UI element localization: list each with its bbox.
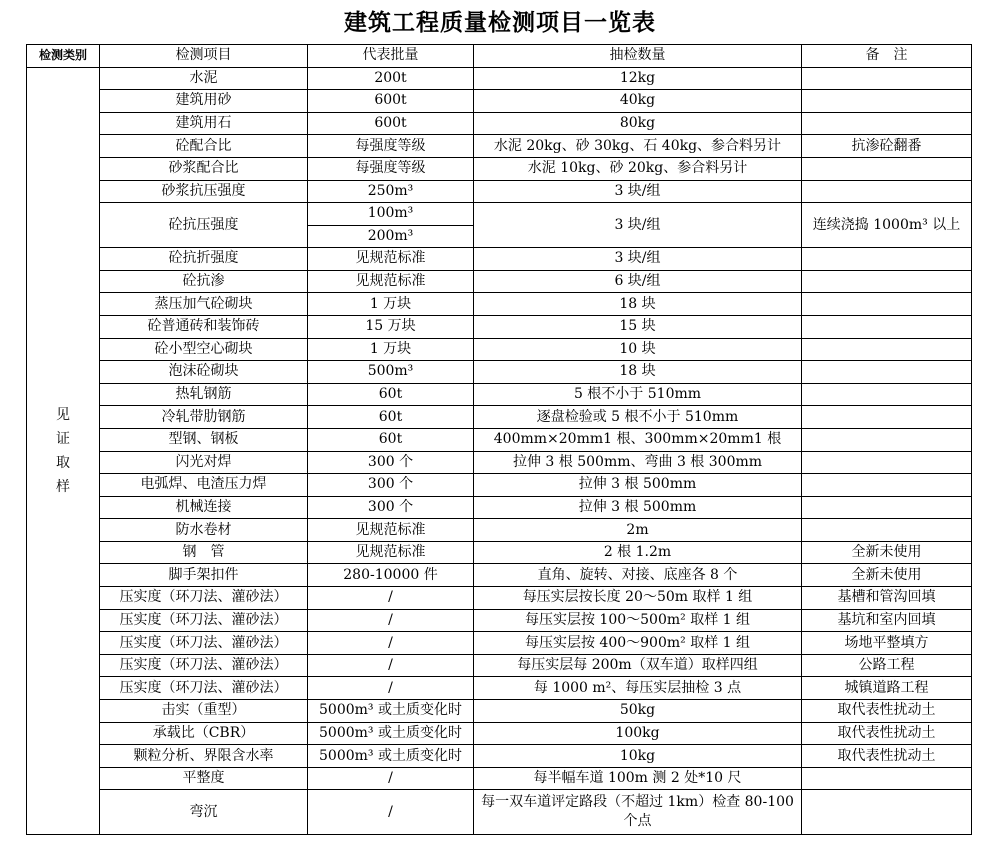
item-cell: 机械连接 xyxy=(100,496,308,519)
table-row xyxy=(27,541,972,564)
table-row xyxy=(27,587,972,610)
remark-cell xyxy=(802,248,972,271)
table-row xyxy=(27,157,972,180)
table-body xyxy=(27,67,972,835)
batch-cell: 5000m³ 或土质变化时 xyxy=(308,745,474,768)
batch-cell: 1 万块 xyxy=(308,293,474,316)
remark-cell: 取代表性扰动土 xyxy=(802,700,972,723)
item-cell: 水泥 xyxy=(100,67,308,90)
batch-cell: 每强度等级 xyxy=(308,135,474,158)
remark-cell xyxy=(802,67,972,90)
remark-cell: 城镇道路工程 xyxy=(802,677,972,700)
quantity-cell: 每压实层按长度 20～50m 取样 1 组 xyxy=(474,587,802,610)
table-row xyxy=(27,428,972,451)
batch-cell: 250m³ xyxy=(308,180,474,203)
quantity-cell: 拉伸 3 根 500mm xyxy=(474,496,802,519)
quantity-cell: 逐盘检验或 5 根不小于 510mm xyxy=(474,406,802,429)
header-category: 检测类别 xyxy=(27,45,100,68)
category-char: 取 xyxy=(56,455,70,471)
batch-cell: 200m³ xyxy=(308,225,474,248)
remark-cell: 基坑和室内回填 xyxy=(802,609,972,632)
batch-cell: 60t xyxy=(308,428,474,451)
table-row xyxy=(27,338,972,361)
table-row xyxy=(27,90,972,113)
quantity-cell: 2m xyxy=(474,519,802,542)
table-row xyxy=(27,383,972,406)
quantity-cell: 12kg xyxy=(474,67,802,90)
header-item: 检测项目 xyxy=(100,45,308,68)
quantity-cell: 400mm×20mm1 根、300mm×20mm1 根 xyxy=(474,428,802,451)
item-cell: 压实度（环刀法、灌砂法） xyxy=(100,609,308,632)
item-cell: 泡沫砼砌块 xyxy=(100,361,308,384)
quantity-cell: 50kg xyxy=(474,700,802,723)
remark-cell: 取代表性扰动土 xyxy=(802,745,972,768)
batch-cell: / xyxy=(308,654,474,677)
category-char: 证 xyxy=(56,431,70,447)
batch-cell: / xyxy=(308,632,474,655)
item-cell: 砼抗渗 xyxy=(100,270,308,293)
batch-cell: 280-10000 件 xyxy=(308,564,474,587)
remark-cell xyxy=(802,383,972,406)
table-row xyxy=(27,180,972,203)
remark-cell xyxy=(802,790,972,835)
quantity-cell: 直角、旋转、对接、底座各 8 个 xyxy=(474,564,802,587)
remark-cell: 全新未使用 xyxy=(802,541,972,564)
remark-cell xyxy=(802,270,972,293)
remark-cell xyxy=(802,293,972,316)
category-char: 见 xyxy=(56,407,70,423)
category-cell xyxy=(27,67,100,835)
remark-cell: 抗渗砼翻番 xyxy=(802,135,972,158)
table-row xyxy=(27,293,972,316)
batch-cell: / xyxy=(308,677,474,700)
batch-cell: 见规范标准 xyxy=(308,541,474,564)
header-remark: 备 注 xyxy=(802,45,972,68)
table-row xyxy=(27,474,972,497)
remark-cell xyxy=(802,767,972,790)
batch-cell: / xyxy=(308,790,474,835)
batch-cell: 500m³ xyxy=(308,361,474,384)
quantity-cell: 3 块/组 xyxy=(474,203,802,248)
table-row xyxy=(27,745,972,768)
table-row xyxy=(27,496,972,519)
table-row xyxy=(27,564,972,587)
remark-cell xyxy=(802,406,972,429)
quantity-cell: 5 根不小于 510mm xyxy=(474,383,802,406)
quantity-cell: 18 块 xyxy=(474,293,802,316)
item-cell: 颗粒分析、界限含水率 xyxy=(100,745,308,768)
table-row xyxy=(27,135,972,158)
item-cell: 蒸压加气砼砌块 xyxy=(100,293,308,316)
item-cell: 电弧焊、电渣压力焊 xyxy=(100,474,308,497)
item-cell: 砂浆配合比 xyxy=(100,157,308,180)
batch-cell: 60t xyxy=(308,383,474,406)
quantity-cell: 3 块/组 xyxy=(474,248,802,271)
remark-cell: 取代表性扰动土 xyxy=(802,722,972,745)
table-row xyxy=(27,203,972,226)
batch-cell: 600t xyxy=(308,112,474,135)
header-row xyxy=(27,45,972,68)
item-cell: 承载比（CBR） xyxy=(100,722,308,745)
table-row xyxy=(27,270,972,293)
quantity-cell: 每半幅车道 100m 测 2 处*10 尺 xyxy=(474,767,802,790)
item-cell: 脚手架扣件 xyxy=(100,564,308,587)
table-row xyxy=(27,361,972,384)
quantity-cell: 10 块 xyxy=(474,338,802,361)
batch-cell: 见规范标准 xyxy=(308,519,474,542)
quantity-cell: 100kg xyxy=(474,722,802,745)
batch-cell: 1 万块 xyxy=(308,338,474,361)
batch-cell: 600t xyxy=(308,90,474,113)
remark-cell xyxy=(802,338,972,361)
table-row xyxy=(27,451,972,474)
remark-cell xyxy=(802,474,972,497)
item-cell: 冷轧带肋钢筋 xyxy=(100,406,308,429)
batch-cell: 60t xyxy=(308,406,474,429)
quantity-cell: 水泥 20kg、砂 30kg、石 40kg、参合料另计 xyxy=(474,135,802,158)
quantity-cell: 6 块/组 xyxy=(474,270,802,293)
remark-cell xyxy=(802,112,972,135)
quantity-cell: 拉伸 3 根 500mm xyxy=(474,474,802,497)
table-row xyxy=(27,677,972,700)
remark-cell: 场地平整填方 xyxy=(802,632,972,655)
quantity-cell: 15 块 xyxy=(474,315,802,338)
quantity-cell: 每 1000 m²、每压实层抽检 3 点 xyxy=(474,677,802,700)
item-cell: 砼普通砖和装饰砖 xyxy=(100,315,308,338)
item-cell: 弯沉 xyxy=(100,790,308,835)
quantity-cell: 每压实层按 400～900m² 取样 1 组 xyxy=(474,632,802,655)
table-row xyxy=(27,790,972,835)
category-char: 样 xyxy=(56,479,70,495)
remark-cell xyxy=(802,361,972,384)
table-row xyxy=(27,767,972,790)
batch-cell: 见规范标准 xyxy=(308,270,474,293)
item-cell: 压实度（环刀法、灌砂法） xyxy=(100,587,308,610)
item-cell: 砼配合比 xyxy=(100,135,308,158)
remark-cell: 全新未使用 xyxy=(802,564,972,587)
quantity-cell: 3 块/组 xyxy=(474,180,802,203)
remark-cell xyxy=(802,315,972,338)
remark-cell xyxy=(802,157,972,180)
batch-cell: 见规范标准 xyxy=(308,248,474,271)
item-cell: 砂浆抗压强度 xyxy=(100,180,308,203)
remark-cell xyxy=(802,428,972,451)
page-title: 建筑工程质量检测项目一览表 xyxy=(344,10,656,36)
quantity-cell: 18 块 xyxy=(474,361,802,384)
quantity-cell: 80kg xyxy=(474,112,802,135)
quantity-cell: 拉伸 3 根 500mm、弯曲 3 根 300mm xyxy=(474,451,802,474)
batch-cell: 200t xyxy=(308,67,474,90)
remark-cell xyxy=(802,519,972,542)
quantity-cell: 每压实层每 200m（双车道）取样四组 xyxy=(474,654,802,677)
batch-cell: 100m³ xyxy=(308,203,474,226)
remark-cell: 公路工程 xyxy=(802,654,972,677)
batch-cell: / xyxy=(308,587,474,610)
item-cell: 闪光对焊 xyxy=(100,451,308,474)
item-cell: 压实度（环刀法、灌砂法） xyxy=(100,654,308,677)
batch-cell: 5000m³ 或土质变化时 xyxy=(308,722,474,745)
table-row xyxy=(27,700,972,723)
quantity-cell: 40kg xyxy=(474,90,802,113)
item-cell: 钢 管 xyxy=(100,541,308,564)
table-row xyxy=(27,67,972,90)
item-cell: 击实（重型） xyxy=(100,700,308,723)
quantity-cell: 10kg xyxy=(474,745,802,768)
table-row xyxy=(27,406,972,429)
remark-cell xyxy=(802,496,972,519)
batch-cell: 15 万块 xyxy=(308,315,474,338)
remark-cell xyxy=(802,451,972,474)
quantity-cell: 水泥 10kg、砂 20kg、参合料另计 xyxy=(474,157,802,180)
batch-cell: 5000m³ 或土质变化时 xyxy=(308,700,474,723)
remark-cell xyxy=(802,180,972,203)
quantity-cell: 每一双车道评定路段（不超过 1km）检查 80-100 个点 xyxy=(474,790,802,835)
table-row xyxy=(27,248,972,271)
remark-cell: 基槽和管沟回填 xyxy=(802,587,972,610)
table-row xyxy=(27,315,972,338)
table-row xyxy=(27,519,972,542)
item-cell: 砼抗压强度 xyxy=(100,203,308,248)
item-cell: 平整度 xyxy=(100,767,308,790)
item-cell: 型钢、钢板 xyxy=(100,428,308,451)
header-quantity: 抽检数量 xyxy=(474,45,802,68)
table-row xyxy=(27,112,972,135)
remark-cell: 连续浇捣 1000m³ 以上 xyxy=(802,203,972,248)
item-cell: 建筑用砂 xyxy=(100,90,308,113)
item-cell: 压实度（环刀法、灌砂法） xyxy=(100,632,308,655)
quantity-cell: 2 根 1.2m xyxy=(474,541,802,564)
remark-cell xyxy=(802,90,972,113)
batch-cell: 300 个 xyxy=(308,496,474,519)
batch-cell: / xyxy=(308,609,474,632)
table-row xyxy=(27,654,972,677)
batch-cell: 每强度等级 xyxy=(308,157,474,180)
batch-cell: 300 个 xyxy=(308,474,474,497)
item-cell: 砼抗折强度 xyxy=(100,248,308,271)
batch-cell: / xyxy=(308,767,474,790)
item-cell: 热轧钢筋 xyxy=(100,383,308,406)
item-cell: 压实度（环刀法、灌砂法） xyxy=(100,677,308,700)
table-row xyxy=(27,632,972,655)
inspection-table xyxy=(26,44,972,835)
table-row xyxy=(27,609,972,632)
header-batch: 代表批量 xyxy=(308,45,474,68)
batch-cell: 300 个 xyxy=(308,451,474,474)
item-cell: 砼小型空心砌块 xyxy=(100,338,308,361)
quantity-cell: 每压实层按 100～500m² 取样 1 组 xyxy=(474,609,802,632)
item-cell: 建筑用石 xyxy=(100,112,308,135)
item-cell: 防水卷材 xyxy=(100,519,308,542)
table-row xyxy=(27,722,972,745)
